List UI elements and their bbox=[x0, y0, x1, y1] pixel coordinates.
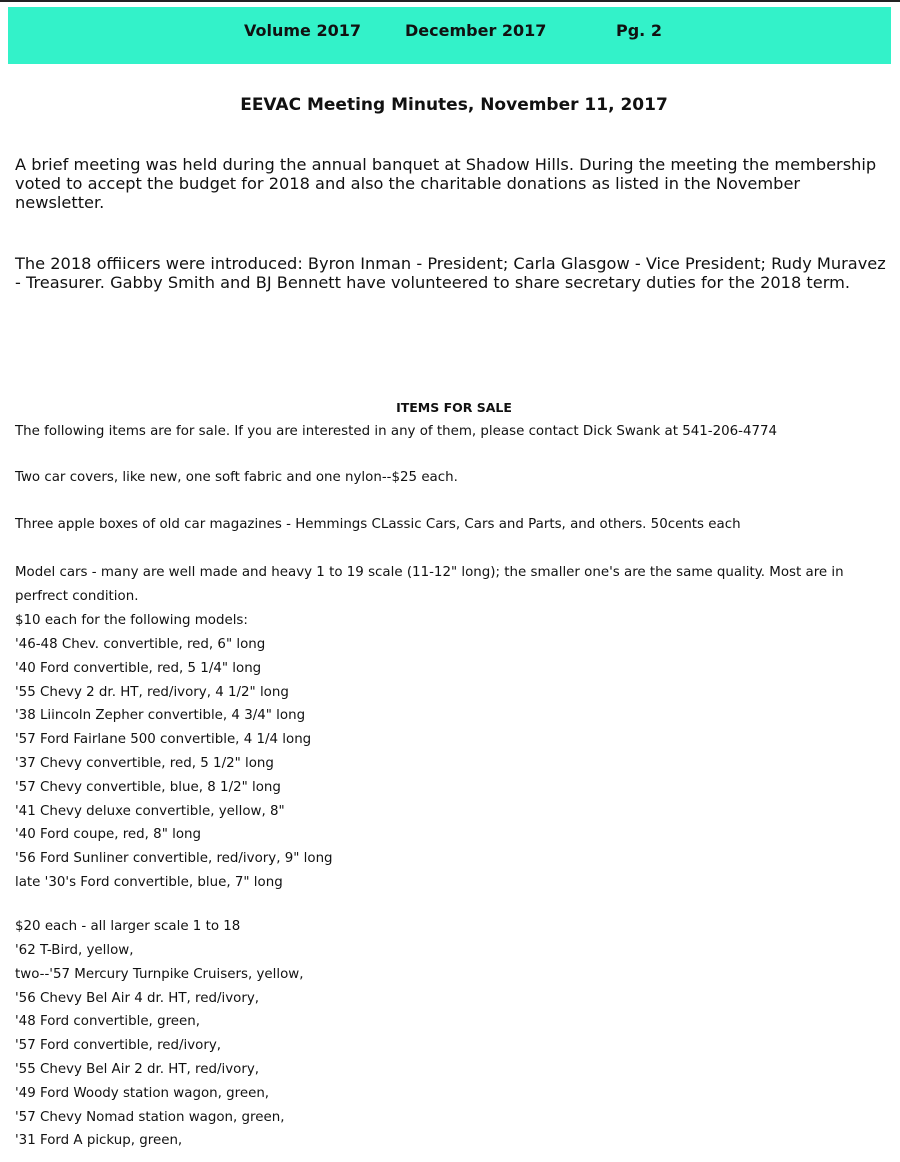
sale-intro: The following items are for sale. If you are interested in any of them, please contact Dick Swank at 541-206-4774 bbox=[15, 424, 778, 439]
issue-date: December 2017 bbox=[405, 21, 547, 40]
items-for-sale-heading: ITEMS FOR SALE bbox=[396, 400, 512, 415]
minutes-paragraph-banquet: A brief meeting was held during the annual banquet at Shadow Hills. During the meeting the membership voted to accept the budget for 2018 and also the charitable donations as listed in the November newsletter. bbox=[15, 155, 877, 212]
list-item: '56 Ford Sunliner convertible, red/ivory, 9" long bbox=[15, 851, 333, 867]
list-item: '37 Chevy convertible, red, 5 1/2" long bbox=[15, 755, 274, 771]
list-item: '31 Ford A pickup, green, bbox=[15, 1133, 183, 1149]
volume-label: Volume 2017 bbox=[244, 21, 361, 40]
car-covers-item: Two car covers, like new, one soft fabric and one nylon--$25 each. bbox=[15, 470, 458, 485]
list-item: '57 Ford convertible, red/ivory, bbox=[15, 1038, 222, 1054]
list-item: '57 Ford Fairlane 500 convertible, 4 1/4 long bbox=[15, 732, 312, 748]
list-item: '40 Ford coupe, red, 8" long bbox=[15, 827, 202, 843]
top-rule bbox=[0, 0, 900, 2]
page-number: Pg. 2 bbox=[616, 21, 662, 40]
list-item: '57 Chevy convertible, blue, 8 1/2" long bbox=[15, 779, 281, 795]
list-item: '46-48 Chev. convertible, red, 6" long bbox=[15, 637, 266, 652]
list-item: '56 Chevy Bel Air 4 dr. HT, red/ivory, bbox=[15, 990, 260, 1006]
list-item: '62 T-Bird, yellow, bbox=[15, 943, 134, 958]
ten-dollar-heading: $10 each for the following models: bbox=[15, 613, 248, 628]
list-item: '40 Ford convertible, red, 5 1/4" long bbox=[15, 660, 262, 676]
list-item: '48 Ford convertible, green, bbox=[15, 1014, 201, 1030]
magazines-item: Three apple boxes of old car magazines - Hemmings CLassic Cars, Cars and Parts, and others. 50cents each bbox=[15, 517, 741, 532]
list-item: '57 Chevy Nomad station wagon, green, bbox=[15, 1109, 285, 1125]
model-cars-intro-line2: perfrect condition. bbox=[15, 589, 139, 604]
minutes-paragraph-officers: The 2018 offiicers were introduced: Byron Inman - President; Carla Glasgow - Vice President; Rudy Muravez - Treasurer. Gabby Smith and BJ Bennett have volunteered to share secretary duties for the 2018 term. bbox=[15, 254, 886, 292]
list-item: '38 Liincoln Zepher convertible, 4 3/4" long bbox=[15, 708, 306, 724]
twenty-dollar-heading: $20 each - all larger scale 1 to 18 bbox=[15, 919, 241, 934]
ten-dollar-model-list bbox=[15, 633, 615, 895]
list-item: late '30's Ford convertible, blue, 7" long bbox=[15, 874, 283, 890]
twenty-dollar-model-list bbox=[15, 939, 615, 1153]
list-item: '41 Chevy deluxe convertible, yellow, 8" bbox=[15, 803, 285, 819]
newsletter-banner bbox=[8, 7, 891, 64]
list-item: '55 Chevy Bel Air 2 dr. HT, red/ivory, bbox=[15, 1061, 260, 1077]
list-item: '49 Ford Woody station wagon, green, bbox=[15, 1085, 270, 1101]
list-item: two--'57 Mercury Turnpike Cruisers, yellow, bbox=[15, 966, 304, 982]
list-item: '55 Chevy 2 dr. HT, red/ivory, 4 1/2" long bbox=[15, 684, 289, 700]
minutes-title: EEVAC Meeting Minutes, November 11, 2017 bbox=[240, 95, 668, 115]
model-cars-intro-line1: Model cars - many are well made and heavy 1 to 19 scale (11-12" long); the smaller one's are the same quality. Most are in bbox=[15, 565, 844, 580]
